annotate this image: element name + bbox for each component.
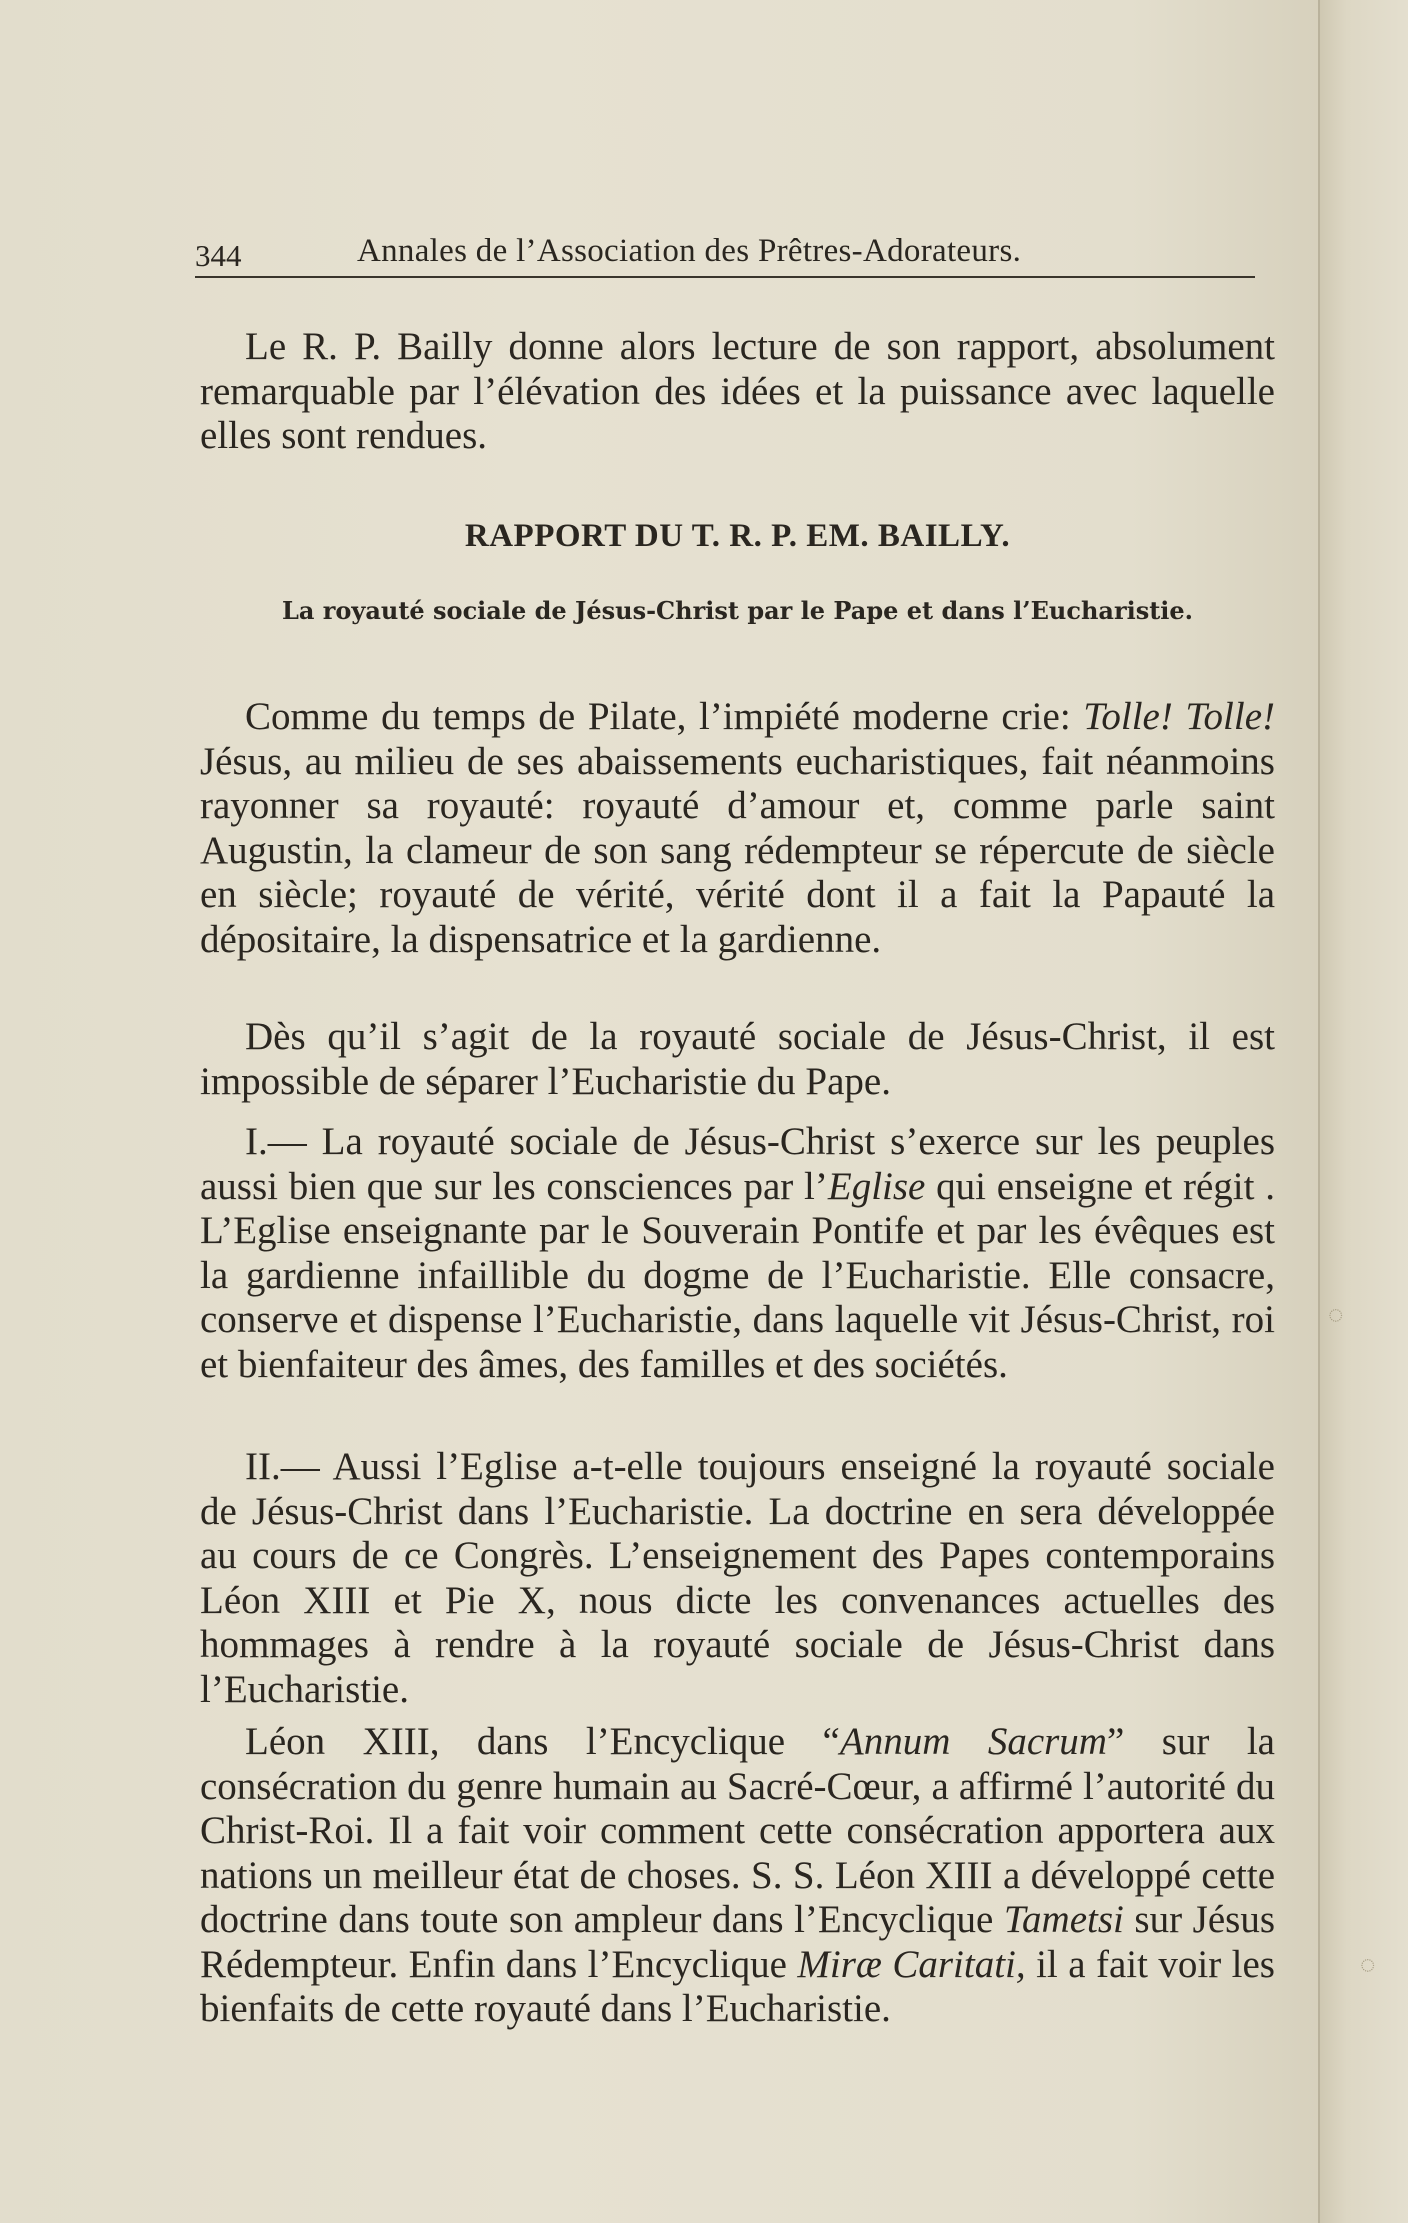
paragraph-5-italic-annum-sacrum: Annum Sacrum — [839, 1720, 1107, 1763]
paragraph-5-italic-tametsi: Tametsi — [1003, 1898, 1124, 1941]
adjacent-page-edge — [1318, 0, 1408, 2223]
paragraph-3-text-b: qui enseigne et régit . L’Eglise enseignante par le Souverain Pontife et par les évêques est la gardienne infaillible du dogme de l’Eucharistie. Elle consacre, conserve et dispense l’Eucharistie, dans laquelle vit Jésus-Christ, roi et bienfaiteur des âmes, des familles et des sociétés. — [200, 1164, 1275, 1386]
paragraph-1 — [200, 695, 1275, 962]
intro-paragraph: Le R. P. Bailly donne alors lecture de son rapport, absolument remarquable par l’élévation des idées et la puissance avec laquelle elles sont rendues. — [200, 325, 1275, 457]
report-subtitle: La royauté sociale de Jésus-Christ par le Pape et dans l’Eucharistie. — [281, 596, 1194, 625]
paragraph-1-italic: Tolle! Tolle! — [1083, 695, 1275, 738]
paragraph-5-text-d: il a fait voir les bienfaits de cette royauté dans l’Eucharistie. — [200, 1942, 1275, 2030]
paragraph-2: Dès qu’il s’agit de la royauté sociale de Jésus-Christ, il est impossible de séparer l’Eucharistie du Pape. — [200, 1015, 1275, 1103]
paragraph-1-text-a: Comme du temps de Pilate, l’impiété moderne crie: — [245, 695, 1084, 738]
paragraph-4: II.— Aussi l’Eglise a-t-elle toujours enseigné la royauté sociale de Jésus-Christ dans l’Eucharistie. La doctrine en sera développée au cours de ce Congrès. L’enseignement des Papes contemporains Léon XIII et Pie X, nous dicte les convenances actuelles des hommages à rendre à la royauté sociale de Jésus-Christ dans l’Eucharistie. — [200, 1445, 1275, 1711]
report-title: RAPPORT DU T. R. P. EM. BAILLY. — [464, 518, 1011, 554]
paragraph-5-italic-mirae-caritati: Miræ Caritati, — [797, 1942, 1026, 1986]
running-title: Annales de l’Association des Prêtres-Adorateurs. — [357, 233, 1022, 269]
paragraph-5-text-a: Léon XIII, dans l’Encyclique “ — [245, 1720, 840, 1763]
page-number: 344 — [195, 238, 242, 273]
page-header — [195, 230, 1255, 278]
paragraph-3 — [200, 1120, 1275, 1387]
paragraph-5 — [200, 1720, 1275, 2032]
paragraph-3-italic: Eglise — [827, 1164, 926, 1208]
paragraph-5-text-b: ” sur la consécration du genre humain au Sacré-Cœur, a affirmé l’autorité du Christ-Roi. Il a fait voir comment cette consécration apportera aux nations un meilleur état de choses. S. S. Léon XIII a développé cette doctrine dans toute son ampleur dans l’Encyclique — [200, 1720, 1275, 1941]
paragraph-5-text-c: sur Jésus Rédempteur. Enfin dans l’Encyclique — [200, 1898, 1276, 1986]
paragraph-1-text-b: Jésus, au milieu de ses abaissements eucharistiques, fait néanmoins rayonner sa royauté: royauté d’amour et, comme parle saint Augustin, la clameur de son sang rédempteur se répercute de siècle en siècle; royauté de vérité, vérité dont il a fait la Papauté la dépositaire, la dispensatrice et la gardienne. — [200, 739, 1275, 961]
paragraph-3-text-a: I.— La royauté sociale de Jésus-Christ s’exerce sur les peuples aussi bien que sur les consciences par l’ — [200, 1120, 1275, 1208]
binding-hole-mark: ◌ — [1360, 1950, 1376, 1979]
binding-hole-mark: ◌ — [1328, 1300, 1344, 1329]
